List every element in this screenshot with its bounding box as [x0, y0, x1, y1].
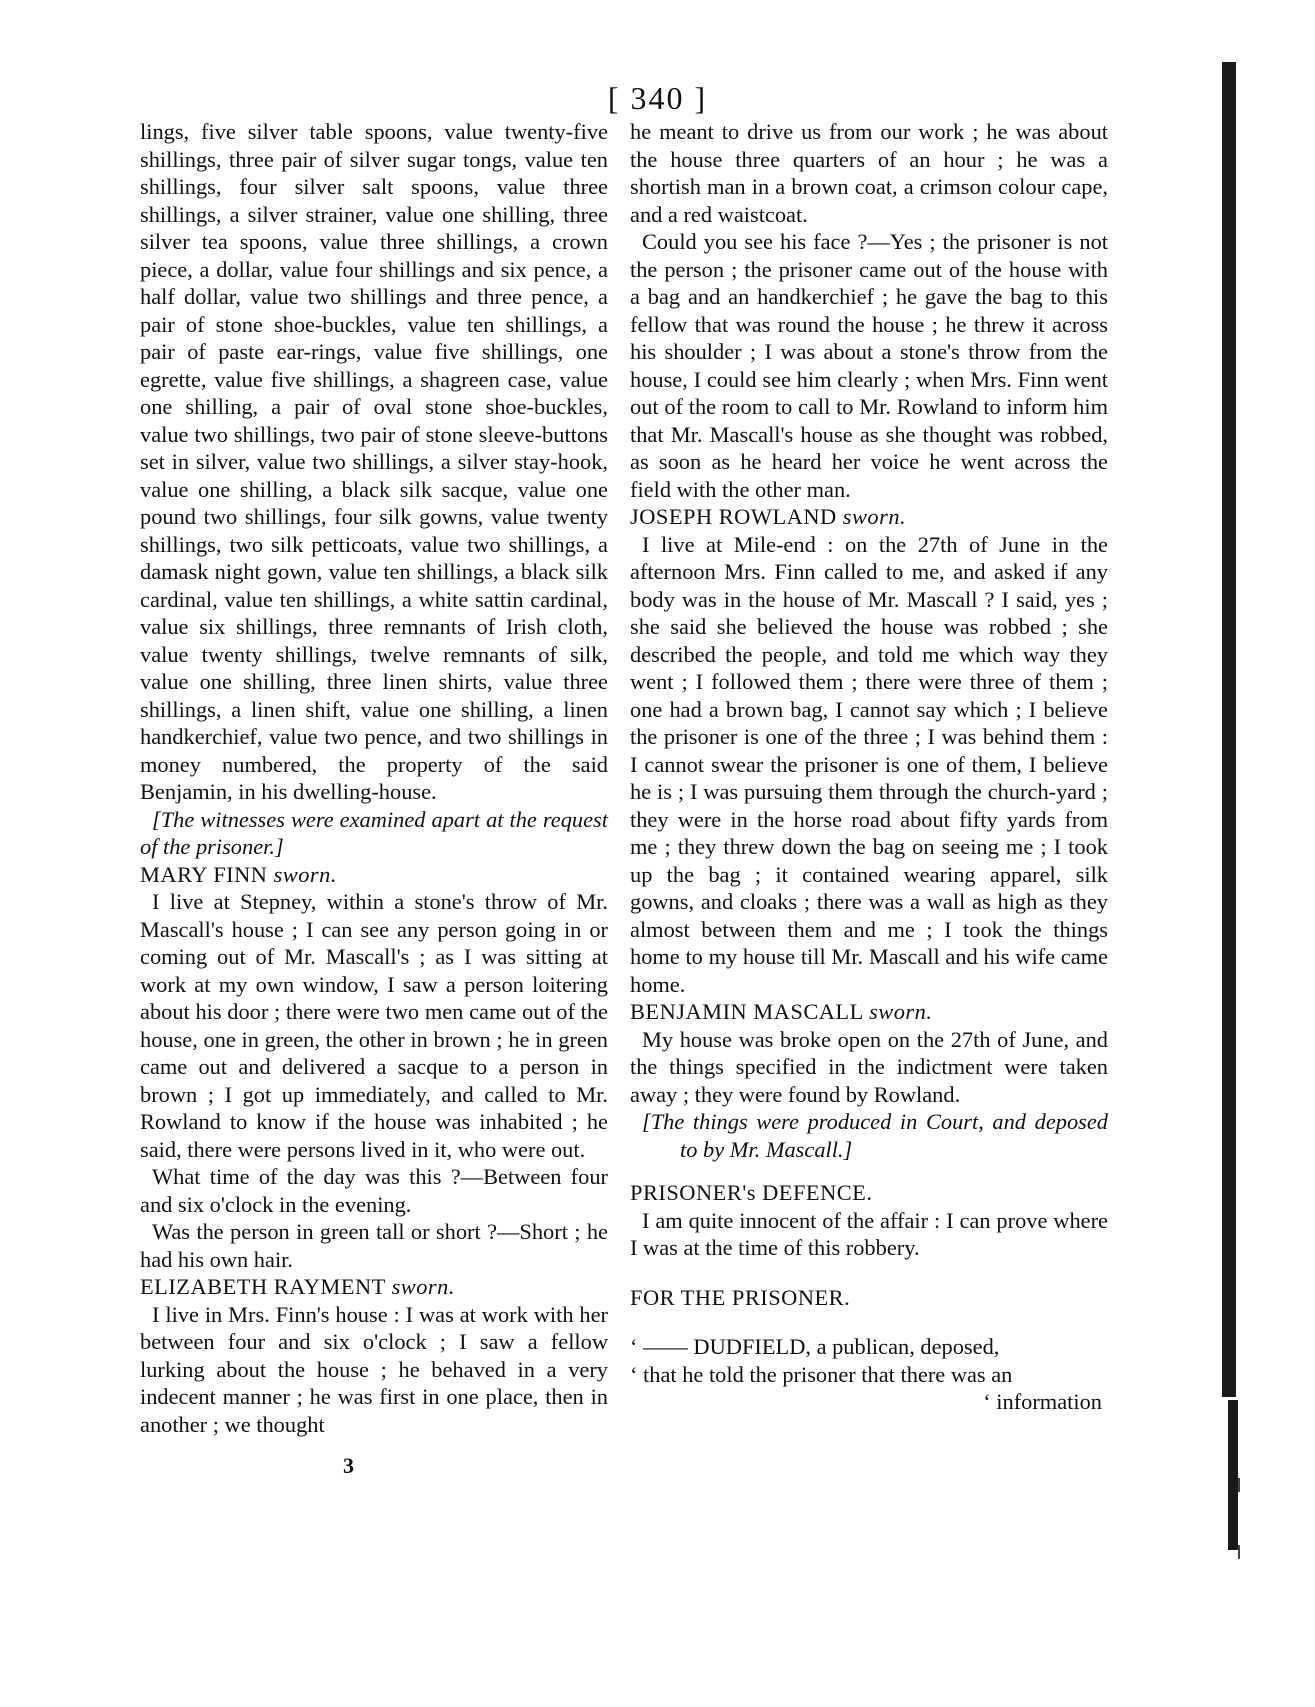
left-column: [140, 118, 608, 1438]
right-column: [630, 118, 1108, 1416]
witness-heading-rowland: JOSEPH ROWLAND sworn.: [630, 504, 907, 529]
rayment-testimony-continued: he meant to drive us from our work ; he was about the house three quarters of an hour ; he was a shortish man in a brown coat, a crimson colour cape, and a red waistcoat.: [630, 119, 1108, 227]
finn-question-time: What time of the day was this ?—Between four and six o'clock in the evening.: [140, 1164, 608, 1217]
page-edge-shadow-lower: [1228, 1400, 1238, 1550]
rowland-testimony: I live at Mile-end : on the 27th of June in the afternoon Mrs. Finn called to me, and asked if any body was in the house of Mr. Mascall ? I said, yes ; she said she believed the house was robbed ; she described the people, and told me which way they went ; I followed them ; there were three of them ; one had a brown bag, I cannot say which ; I believe the prisoner is one of the three ; I was behind them : I cannot swear the prisoner is one of them, I believe he is ; I was pursuing them through the church-yard ; they were in the horse road about fifty yards from me ; they threw down the bag on seeing me ; I took up the bag ; it contained wearing apparel, silk gowns, and cloaks ; there was a wall as high as they almost between them and me ; I took the things home to my house till Mr. Mascall and his wife came home.: [630, 531, 1108, 997]
signature-mark: 3: [343, 1453, 354, 1478]
margin-mark: [1238, 1545, 1240, 1559]
quote-line: ‘ —— DUDFIELD, a publican, deposed,: [630, 1334, 1000, 1359]
court-note: [The witnesses were examined apart at the request of the prisoner.]: [140, 806, 608, 859]
margin-mark: [1238, 1478, 1240, 1492]
catchword: ‘ information: [983, 1389, 1102, 1414]
rayment-testimony: I live in Mrs. Finn's house : I was at work with her between four and six o'clock ; I saw a fellow lurking about the house ; he behaved in a very indecent manner ; he was first in one place, then in another ; we thought: [140, 1301, 608, 1437]
page-number: [ 340 ]: [607, 80, 708, 116]
dudfield-quote: [630, 1333, 1108, 1416]
defence-heading: PRISONER's DEFENCE.: [630, 1180, 873, 1205]
mascall-testimony: My house was broke open on the 27th of June, and the things specified in the indictment were taken away ; they were found by Rowland.: [630, 1026, 1108, 1107]
for-prisoner-heading: FOR THE PRISONER.: [630, 1284, 851, 1310]
witness-heading-finn: MARY FINN sworn.: [140, 861, 337, 887]
rayment-question-face: Could you see his face ?—Yes ; the prisoner is not the person ; the prisoner came out of the house with a bag and an handkerchief ; he gave the bag to this fellow that was round the house ; he threw it across his shoulder ; I was about a stone's throw from the house, I could see him clearly ; when Mrs. Finn went out of the room to call to Mr. Rowland to inform him that Mr. Mascall's house as she thought was robbed, as soon as he heard her voice he went across the field with the other man.: [630, 229, 1108, 502]
indictment-paragraph: lings, five silver table spoons, value twenty-five shillings, three pair of silver sugar tongs, value ten shillings, four silver salt spoons, value three shillings, a silver strainer, value one shilling, three silver tea spoons, value three shillings, a crown piece, a dollar, value four shillings and six pence, a half dollar, value two shillings and three pence, a pair of stone shoe-buckles, value ten shillings, a pair of paste ear-rings, value five shillings, one egrette, value five shillings, a shagreen case, value one shilling, a pair of oval stone shoe-buckles, value two shillings, two pair of stone sleeve-buttons set in silver, value two shillings, a silver stay-hook, value one shilling, a black silk sacque, value one pound two shillings, four silk gowns, value twenty shillings, two silk petticoats, value two shillings, a damask night gown, value ten shillings, a black silk cardinal, value ten shillings, a white sattin cardinal, value six shillings, three remnants of Irish cloth, value twenty shillings, twelve remnants of silk, value one shilling, three linen shirts, value three shillings, a linen shift, value one shilling, a linen handkerchief, value two pence, and two shillings in money numbered, the property of the said Benjamin, in his dwelling-house.: [140, 119, 608, 804]
finn-question-height: Was the person in green tall or short ?—Short ; he had his own hair.: [140, 1219, 608, 1272]
defence-statement: I am quite innocent of the affair : I can prove where I was at the time of this robbery.: [630, 1207, 1108, 1260]
finn-testimony: I live at Stepney, within a stone's throw of Mr. Mascall's house ; I can see any person going in or coming out of Mr. Mascall's ; as I was sitting at work at my own window, I saw a person loitering about his door ; there were two men came out of the house, one in green, the other in brown ; he in green came out and delivered a sacque to a person in brown ; I got up immediately, and called to Mr. Rowland to know if the house was inhabited ; he said, there were persons lived in it, who were out.: [140, 889, 608, 1162]
witness-heading-mascall: BENJAMIN MASCALL sworn.: [630, 999, 933, 1024]
quote-line: ‘ that he told the prisoner that there was an: [630, 1361, 1013, 1387]
page-edge-shadow: [1222, 62, 1236, 1397]
witness-heading-rayment: ELIZABETH RAYMENT sworn.: [140, 1274, 455, 1299]
court-note-things: [The things were produced in Court, and deposed to by Mr. Mascall.]: [642, 1109, 1108, 1162]
